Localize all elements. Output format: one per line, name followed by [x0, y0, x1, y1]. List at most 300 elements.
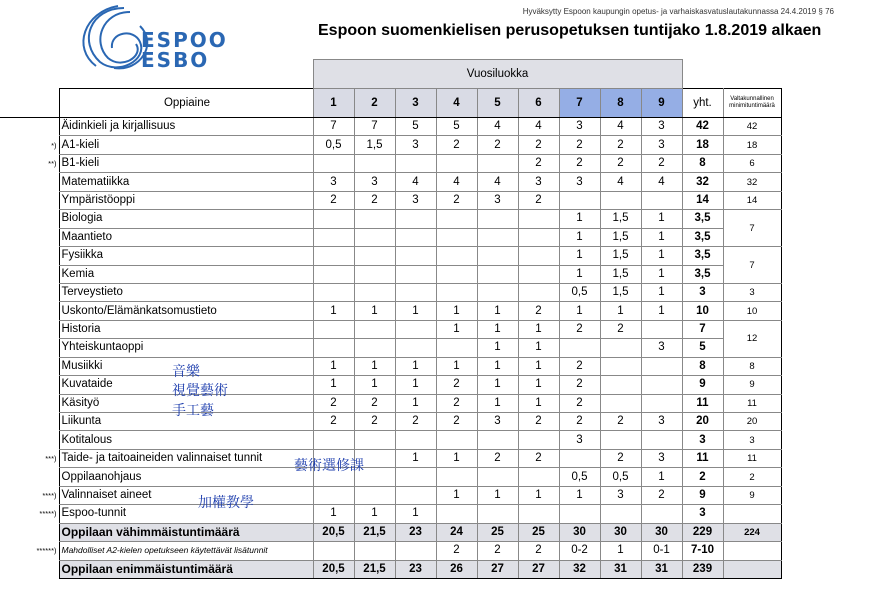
row-marker	[0, 265, 59, 283]
row-cell-grade-8: 1	[600, 302, 641, 320]
row-cell-grade-1: 2	[313, 394, 354, 412]
row-national-minimum: 2	[723, 468, 781, 486]
row-cell-grade-8	[600, 339, 641, 357]
row-total: 11	[682, 449, 723, 467]
row-subject: A1-kieli	[59, 136, 313, 154]
row-cell-grade-1: 1	[313, 376, 354, 394]
row-cell-grade-6	[518, 228, 559, 246]
row-cell-grade-9	[641, 505, 682, 523]
row-national-minimum: 7	[723, 247, 781, 284]
table-row	[0, 191, 781, 209]
row-cell-grade-1	[313, 320, 354, 338]
row-cell-grade-5	[477, 431, 518, 449]
row-cell-grade-7: 2	[559, 413, 600, 431]
row-cell-grade-1	[313, 247, 354, 265]
row-cell-grade-9: 1	[641, 210, 682, 228]
row-cell-grade-4	[436, 283, 477, 301]
row-total: 5	[682, 339, 723, 357]
row-cell-grade-6: 1	[518, 357, 559, 375]
row-total: 3,5	[682, 265, 723, 283]
row-total: 7	[682, 320, 723, 338]
row-subject: Valinnaiset aineet	[59, 486, 313, 504]
row-cell-grade-8	[600, 431, 641, 449]
row-cell-grade-8: 2	[600, 320, 641, 338]
row-national-minimum: 224	[723, 523, 781, 541]
table-row	[0, 505, 781, 523]
row-subject: Äidinkieli ja kirjallisuus	[59, 118, 313, 136]
row-cell-grade-9: 2	[641, 154, 682, 172]
row-cell-grade-1: 20,5	[313, 523, 354, 541]
row-cell-grade-5	[477, 283, 518, 301]
row-marker	[0, 228, 59, 246]
row-total: 10	[682, 302, 723, 320]
row-cell-grade-5: 4	[477, 118, 518, 136]
row-marker: **)	[48, 159, 57, 169]
row-total: 3,5	[682, 228, 723, 246]
row-total: 8	[682, 357, 723, 375]
row-cell-grade-2	[354, 320, 395, 338]
row-cell-grade-6: 2	[518, 154, 559, 172]
row-total: 32	[682, 173, 723, 191]
table-row	[0, 560, 781, 578]
row-cell-grade-3	[395, 320, 436, 338]
row-cell-grade-6: 1	[518, 486, 559, 504]
row-cell-grade-1	[313, 228, 354, 246]
row-subject: Kotitalous	[59, 431, 313, 449]
row-subject: Yhteiskuntaoppi	[59, 339, 313, 357]
row-marker	[0, 210, 59, 228]
row-cell-grade-6	[518, 265, 559, 283]
row-cell-grade-5: 1	[477, 339, 518, 357]
row-marker	[0, 320, 59, 338]
row-cell-grade-9: 2	[641, 486, 682, 504]
row-cell-grade-8	[600, 505, 641, 523]
row-cell-grade-1	[313, 210, 354, 228]
row-cell-grade-6: 25	[518, 523, 559, 541]
row-subject: Käsityö	[59, 394, 313, 412]
row-national-minimum	[723, 560, 781, 578]
row-cell-grade-1: 7	[313, 118, 354, 136]
row-cell-grade-6: 4	[518, 118, 559, 136]
table-row	[0, 283, 781, 301]
row-cell-grade-7: 2	[559, 394, 600, 412]
row-cell-grade-4: 1	[436, 357, 477, 375]
row-marker: ******)	[36, 546, 57, 556]
row-cell-grade-6	[518, 247, 559, 265]
row-subject: Biologia	[59, 210, 313, 228]
row-cell-grade-2: 1	[354, 302, 395, 320]
row-cell-grade-3: 1	[395, 357, 436, 375]
row-cell-grade-6: 2	[518, 542, 559, 560]
row-cell-grade-6	[518, 505, 559, 523]
row-cell-grade-7: 0-2	[559, 542, 600, 560]
row-cell-grade-9: 3	[641, 449, 682, 467]
row-cell-grade-3: 1	[395, 302, 436, 320]
row-cell-grade-3: 1	[395, 449, 436, 467]
row-cell-grade-7: 3	[559, 118, 600, 136]
row-cell-grade-4	[436, 154, 477, 172]
row-cell-grade-2: 2	[354, 394, 395, 412]
row-cell-grade-5	[477, 210, 518, 228]
row-cell-grade-9	[641, 394, 682, 412]
row-cell-grade-9: 3	[641, 339, 682, 357]
row-cell-grade-4: 2	[436, 394, 477, 412]
row-cell-grade-7: 2	[559, 357, 600, 375]
row-cell-grade-5	[477, 265, 518, 283]
grade-header-8: 8	[600, 89, 641, 118]
row-cell-grade-3	[395, 247, 436, 265]
row-cell-grade-7: 32	[559, 560, 600, 578]
row-total: 9	[682, 376, 723, 394]
row-total: 3	[682, 431, 723, 449]
row-cell-grade-4	[436, 228, 477, 246]
row-cell-grade-4	[436, 265, 477, 283]
row-cell-grade-5	[477, 228, 518, 246]
row-national-minimum: 12	[723, 320, 781, 357]
row-cell-grade-2: 1	[354, 357, 395, 375]
annotation-crafts: 手工藝	[172, 403, 214, 419]
min-header: Valtakunnallinen minimituntimäärä	[723, 89, 781, 118]
row-national-minimum: 6	[723, 154, 781, 172]
row-cell-grade-9: 3	[641, 136, 682, 154]
row-total: 14	[682, 191, 723, 209]
logo-text: ESPOO ESBO	[141, 28, 228, 72]
row-cell-grade-9: 1	[641, 468, 682, 486]
row-cell-grade-8: 3	[600, 486, 641, 504]
row-cell-grade-7: 3	[559, 431, 600, 449]
row-cell-grade-8: 2	[600, 413, 641, 431]
row-national-minimum: 9	[723, 486, 781, 504]
table-row	[0, 413, 781, 431]
row-cell-grade-1: 3	[313, 173, 354, 191]
row-cell-grade-3	[395, 339, 436, 357]
row-total: 7-10	[682, 542, 723, 560]
row-total: 3,5	[682, 247, 723, 265]
row-cell-grade-7: 0,5	[559, 283, 600, 301]
grade-header-1: 1	[313, 89, 354, 118]
row-cell-grade-2: 7	[354, 118, 395, 136]
row-cell-grade-8: 2	[600, 449, 641, 467]
table-row	[0, 394, 781, 412]
row-subject: Liikunta	[59, 413, 313, 431]
row-national-minimum: 42	[723, 118, 781, 136]
row-cell-grade-7: 0,5	[559, 468, 600, 486]
row-cell-grade-9: 1	[641, 265, 682, 283]
row-cell-grade-5: 2	[477, 542, 518, 560]
row-cell-grade-9: 3	[641, 118, 682, 136]
row-subject: Taide- ja taitoaineiden valinnaiset tunnit	[59, 449, 313, 467]
row-cell-grade-7	[559, 191, 600, 209]
row-cell-grade-6: 1	[518, 320, 559, 338]
row-cell-grade-8: 1,5	[600, 265, 641, 283]
row-total: 3,5	[682, 210, 723, 228]
row-cell-grade-8: 1	[600, 542, 641, 560]
row-subject: Historia	[59, 320, 313, 338]
row-cell-grade-5: 2	[477, 449, 518, 467]
row-cell-grade-2: 2	[354, 191, 395, 209]
row-cell-grade-7: 1	[559, 265, 600, 283]
row-cell-grade-3	[395, 265, 436, 283]
row-cell-grade-6	[518, 210, 559, 228]
row-cell-grade-7: 1	[559, 228, 600, 246]
row-marker	[0, 191, 59, 209]
row-marker	[0, 413, 59, 431]
row-marker	[0, 560, 59, 578]
header-row-grades	[0, 89, 781, 118]
row-cell-grade-8: 1,5	[600, 210, 641, 228]
row-cell-grade-6: 2	[518, 413, 559, 431]
table-row	[0, 468, 781, 486]
row-cell-grade-4: 1	[436, 486, 477, 504]
row-cell-grade-8: 4	[600, 173, 641, 191]
row-cell-grade-8	[600, 376, 641, 394]
row-national-minimum: 7	[723, 210, 781, 247]
row-cell-grade-6	[518, 431, 559, 449]
row-cell-grade-7: 3	[559, 173, 600, 191]
table-row	[0, 210, 781, 228]
row-cell-grade-9: 1	[641, 302, 682, 320]
row-national-minimum: 18	[723, 136, 781, 154]
row-cell-grade-2: 2	[354, 413, 395, 431]
row-cell-grade-1	[313, 154, 354, 172]
row-total: 3	[682, 505, 723, 523]
row-cell-grade-2: 21,5	[354, 523, 395, 541]
row-cell-grade-7	[559, 505, 600, 523]
row-total: 2	[682, 468, 723, 486]
row-marker	[0, 376, 59, 394]
row-cell-grade-2: 21,5	[354, 560, 395, 578]
row-cell-grade-8	[600, 394, 641, 412]
row-cell-grade-2: 1	[354, 376, 395, 394]
row-cell-grade-7: 2	[559, 320, 600, 338]
total-header: yht.	[682, 89, 723, 118]
row-cell-grade-8: 4	[600, 118, 641, 136]
row-cell-grade-3: 1	[395, 505, 436, 523]
row-cell-grade-3	[395, 486, 436, 504]
page-title: Espoon suomenkielisen perusopetuksen tuntijako 1.8.2019 alkaen	[318, 22, 822, 39]
grade-header-7: 7	[559, 89, 600, 118]
row-subject: Kemia	[59, 265, 313, 283]
table-row	[0, 320, 781, 338]
row-cell-grade-7: 1	[559, 302, 600, 320]
row-cell-grade-9	[641, 191, 682, 209]
row-total: 229	[682, 523, 723, 541]
row-cell-grade-3: 1	[395, 376, 436, 394]
row-cell-grade-3	[395, 228, 436, 246]
row-cell-grade-3	[395, 283, 436, 301]
row-cell-grade-4	[436, 247, 477, 265]
row-cell-grade-3: 23	[395, 560, 436, 578]
row-cell-grade-1: 2	[313, 191, 354, 209]
table-row	[0, 302, 781, 320]
row-cell-grade-3	[395, 542, 436, 560]
row-marker	[0, 357, 59, 375]
row-subject: Kuvataide	[59, 376, 313, 394]
table-row	[0, 357, 781, 375]
row-cell-grade-4: 26	[436, 560, 477, 578]
row-subject: Musiikki	[59, 357, 313, 375]
row-national-minimum	[723, 542, 781, 560]
row-subject: Terveystieto	[59, 283, 313, 301]
row-cell-grade-4	[436, 505, 477, 523]
row-cell-grade-5: 1	[477, 357, 518, 375]
row-cell-grade-1	[313, 339, 354, 357]
row-total: 8	[682, 154, 723, 172]
row-cell-grade-3: 2	[395, 413, 436, 431]
row-cell-grade-4: 24	[436, 523, 477, 541]
row-cell-grade-6: 2	[518, 136, 559, 154]
row-national-minimum: 32	[723, 173, 781, 191]
row-cell-grade-2: 1	[354, 505, 395, 523]
row-cell-grade-9: 31	[641, 560, 682, 578]
row-cell-grade-2: 1,5	[354, 136, 395, 154]
row-subject: Uskonto/Elämänkatsomustieto	[59, 302, 313, 320]
row-marker: ***)	[45, 454, 57, 464]
table-row	[0, 523, 781, 541]
row-cell-grade-4	[436, 431, 477, 449]
row-cell-grade-7: 1	[559, 247, 600, 265]
row-national-minimum: 10	[723, 302, 781, 320]
row-cell-grade-9	[641, 320, 682, 338]
row-total: 9	[682, 486, 723, 504]
row-cell-grade-8: 1,5	[600, 283, 641, 301]
row-cell-grade-5: 25	[477, 523, 518, 541]
curriculum-table	[0, 59, 782, 579]
annotation-visual-art: 視覺藝術	[172, 383, 228, 399]
table-row	[0, 542, 781, 560]
table-row	[0, 376, 781, 394]
row-cell-grade-9: 3	[641, 413, 682, 431]
row-cell-grade-9: 1	[641, 228, 682, 246]
row-cell-grade-5: 1	[477, 320, 518, 338]
row-cell-grade-8	[600, 357, 641, 375]
row-marker: ****)	[42, 490, 57, 500]
row-cell-grade-5	[477, 247, 518, 265]
row-cell-grade-3: 5	[395, 118, 436, 136]
row-total: 3	[682, 283, 723, 301]
row-cell-grade-3: 3	[395, 191, 436, 209]
header-row-group	[0, 60, 781, 89]
row-cell-grade-1: 1	[313, 302, 354, 320]
row-cell-grade-6: 1	[518, 394, 559, 412]
row-marker	[0, 118, 59, 136]
row-cell-grade-9: 1	[641, 247, 682, 265]
row-national-minimum: 20	[723, 413, 781, 431]
row-cell-grade-7: 30	[559, 523, 600, 541]
annotation-art-electives: 藝術選修課	[294, 458, 364, 474]
grade-header-6: 6	[518, 89, 559, 118]
row-cell-grade-1: 1	[313, 357, 354, 375]
row-cell-grade-9: 1	[641, 283, 682, 301]
row-cell-grade-5	[477, 468, 518, 486]
row-cell-grade-5: 4	[477, 173, 518, 191]
row-cell-grade-6: 2	[518, 191, 559, 209]
row-subject: Ympäristöoppi	[59, 191, 313, 209]
row-cell-grade-2	[354, 265, 395, 283]
row-cell-grade-5: 3	[477, 413, 518, 431]
row-cell-grade-2: 3	[354, 173, 395, 191]
row-cell-grade-4: 2	[436, 136, 477, 154]
table-row	[0, 486, 781, 504]
row-total: 18	[682, 136, 723, 154]
row-total: 20	[682, 413, 723, 431]
row-marker	[0, 247, 59, 265]
row-cell-grade-4: 2	[436, 542, 477, 560]
row-cell-grade-2	[354, 283, 395, 301]
row-cell-grade-8: 2	[600, 154, 641, 172]
grade-header-5: 5	[477, 89, 518, 118]
row-cell-grade-4	[436, 339, 477, 357]
row-national-minimum: 14	[723, 191, 781, 209]
row-cell-grade-9: 0-1	[641, 542, 682, 560]
row-marker: *****)	[39, 509, 57, 519]
row-cell-grade-5: 2	[477, 136, 518, 154]
row-cell-grade-6: 1	[518, 376, 559, 394]
row-cell-grade-4	[436, 210, 477, 228]
row-subject: Fysiikka	[59, 247, 313, 265]
table-row	[0, 118, 781, 136]
row-cell-grade-3	[395, 468, 436, 486]
row-subject: Oppilaan enimmäistuntimäärä	[59, 560, 313, 578]
row-subject: Oppilaanohjaus	[59, 468, 313, 486]
row-total: 11	[682, 394, 723, 412]
row-cell-grade-5	[477, 505, 518, 523]
row-cell-grade-4: 4	[436, 173, 477, 191]
row-cell-grade-1	[313, 283, 354, 301]
row-cell-grade-8: 2	[600, 136, 641, 154]
row-cell-grade-3: 3	[395, 136, 436, 154]
row-subject: Mahdolliset A2-kielen opetukseen käytettävät lisätunnit	[59, 542, 313, 560]
row-marker	[0, 468, 59, 486]
row-cell-grade-2	[354, 247, 395, 265]
row-cell-grade-8: 0,5	[600, 468, 641, 486]
row-marker	[0, 302, 59, 320]
grade-header-2: 2	[354, 89, 395, 118]
row-cell-grade-5	[477, 154, 518, 172]
row-cell-grade-1	[313, 431, 354, 449]
row-cell-grade-5: 1	[477, 394, 518, 412]
row-cell-grade-1	[313, 486, 354, 504]
row-subject: Espoo-tunnit	[59, 505, 313, 523]
row-cell-grade-5: 1	[477, 486, 518, 504]
row-national-minimum: 11	[723, 449, 781, 467]
row-marker	[0, 283, 59, 301]
row-cell-grade-7	[559, 449, 600, 467]
row-cell-grade-4: 2	[436, 413, 477, 431]
row-subject: Oppilaan vähimmäistuntimäärä	[59, 523, 313, 541]
row-cell-grade-3	[395, 154, 436, 172]
row-cell-grade-7: 2	[559, 154, 600, 172]
row-cell-grade-2	[354, 154, 395, 172]
annotation-music: 音樂	[172, 364, 200, 380]
row-national-minimum: 3	[723, 431, 781, 449]
table-row	[0, 228, 781, 246]
row-cell-grade-2	[354, 542, 395, 560]
row-cell-grade-3: 1	[395, 394, 436, 412]
table-row	[0, 449, 781, 467]
row-cell-grade-1	[313, 265, 354, 283]
row-national-minimum: 8	[723, 357, 781, 375]
row-national-minimum	[723, 505, 781, 523]
table-row	[0, 431, 781, 449]
row-cell-grade-7: 1	[559, 486, 600, 504]
row-total: 42	[682, 118, 723, 136]
row-cell-grade-7: 2	[559, 376, 600, 394]
row-marker	[0, 173, 59, 191]
row-cell-grade-6	[518, 468, 559, 486]
row-subject: Maantieto	[59, 228, 313, 246]
row-marker	[0, 394, 59, 412]
